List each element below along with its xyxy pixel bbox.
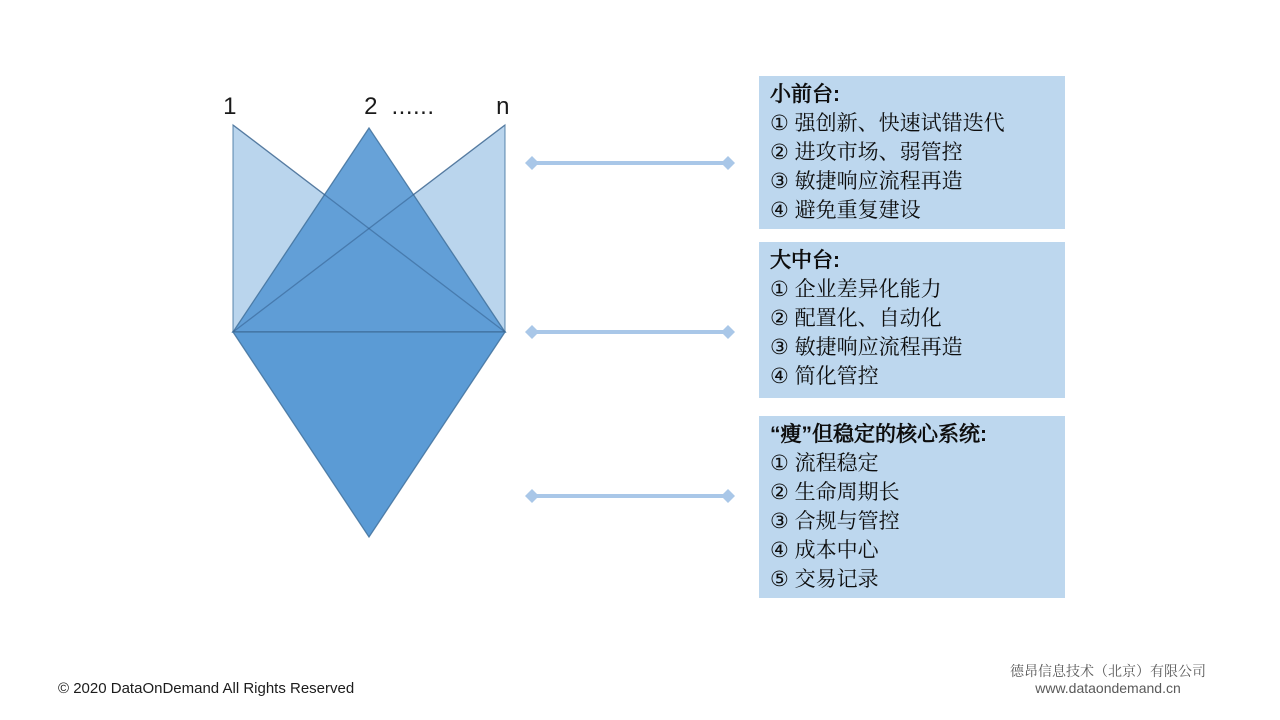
middle-platform-item: ② 配置化、自动化 <box>770 307 942 330</box>
company-name: 德昂信息技术（北京）有限公司 <box>1010 663 1206 679</box>
front-office-item: ① 强创新、快速试错迭代 <box>770 112 1005 135</box>
core-system-item: ③ 合规与管控 <box>770 510 900 533</box>
company-website: www.dataondemand.cn <box>1035 680 1181 696</box>
front-office-item: ③ 敏捷响应流程再造 <box>770 170 963 193</box>
connector-arrow-core <box>525 489 735 503</box>
front-office-item: ② 进攻市场、弱管控 <box>770 141 963 164</box>
funnel-label-n: n <box>496 93 510 120</box>
copyright-notice: © 2020 DataOnDemand All Rights Reserved <box>58 680 355 697</box>
funnel-label-ellipsis: ...... <box>391 93 435 120</box>
middle-platform-item: ③ 敏捷响应流程再造 <box>770 336 963 359</box>
core-system-title: “瘦”但稳定的核心系统: <box>770 423 987 446</box>
middle-platform-item: ① 企业差异化能力 <box>770 278 942 301</box>
core-inverted-triangle <box>233 332 505 537</box>
core-system-item: ④ 成本中心 <box>770 539 879 562</box>
core-system-item: ① 流程稳定 <box>770 452 879 475</box>
core-system-item: ⑤ 交易记录 <box>770 568 879 591</box>
funnel-label-1: 1 <box>223 93 237 120</box>
middle-platform-title: 大中台: <box>770 249 840 272</box>
front-office-box <box>759 76 1065 229</box>
funnel-label-2: 2 <box>364 93 378 120</box>
middle-platform-box <box>759 242 1065 398</box>
connector-arrow-middle <box>525 325 735 339</box>
middle-platform-item: ④ 简化管控 <box>770 365 879 388</box>
front-office-item: ④ 避免重复建设 <box>770 199 921 222</box>
company-footer <box>1000 663 1216 697</box>
connector-arrow-front <box>525 156 735 170</box>
core-system-box <box>759 416 1065 598</box>
front-office-title: 小前台: <box>770 83 840 106</box>
core-system-item: ② 生命周期长 <box>770 481 900 504</box>
